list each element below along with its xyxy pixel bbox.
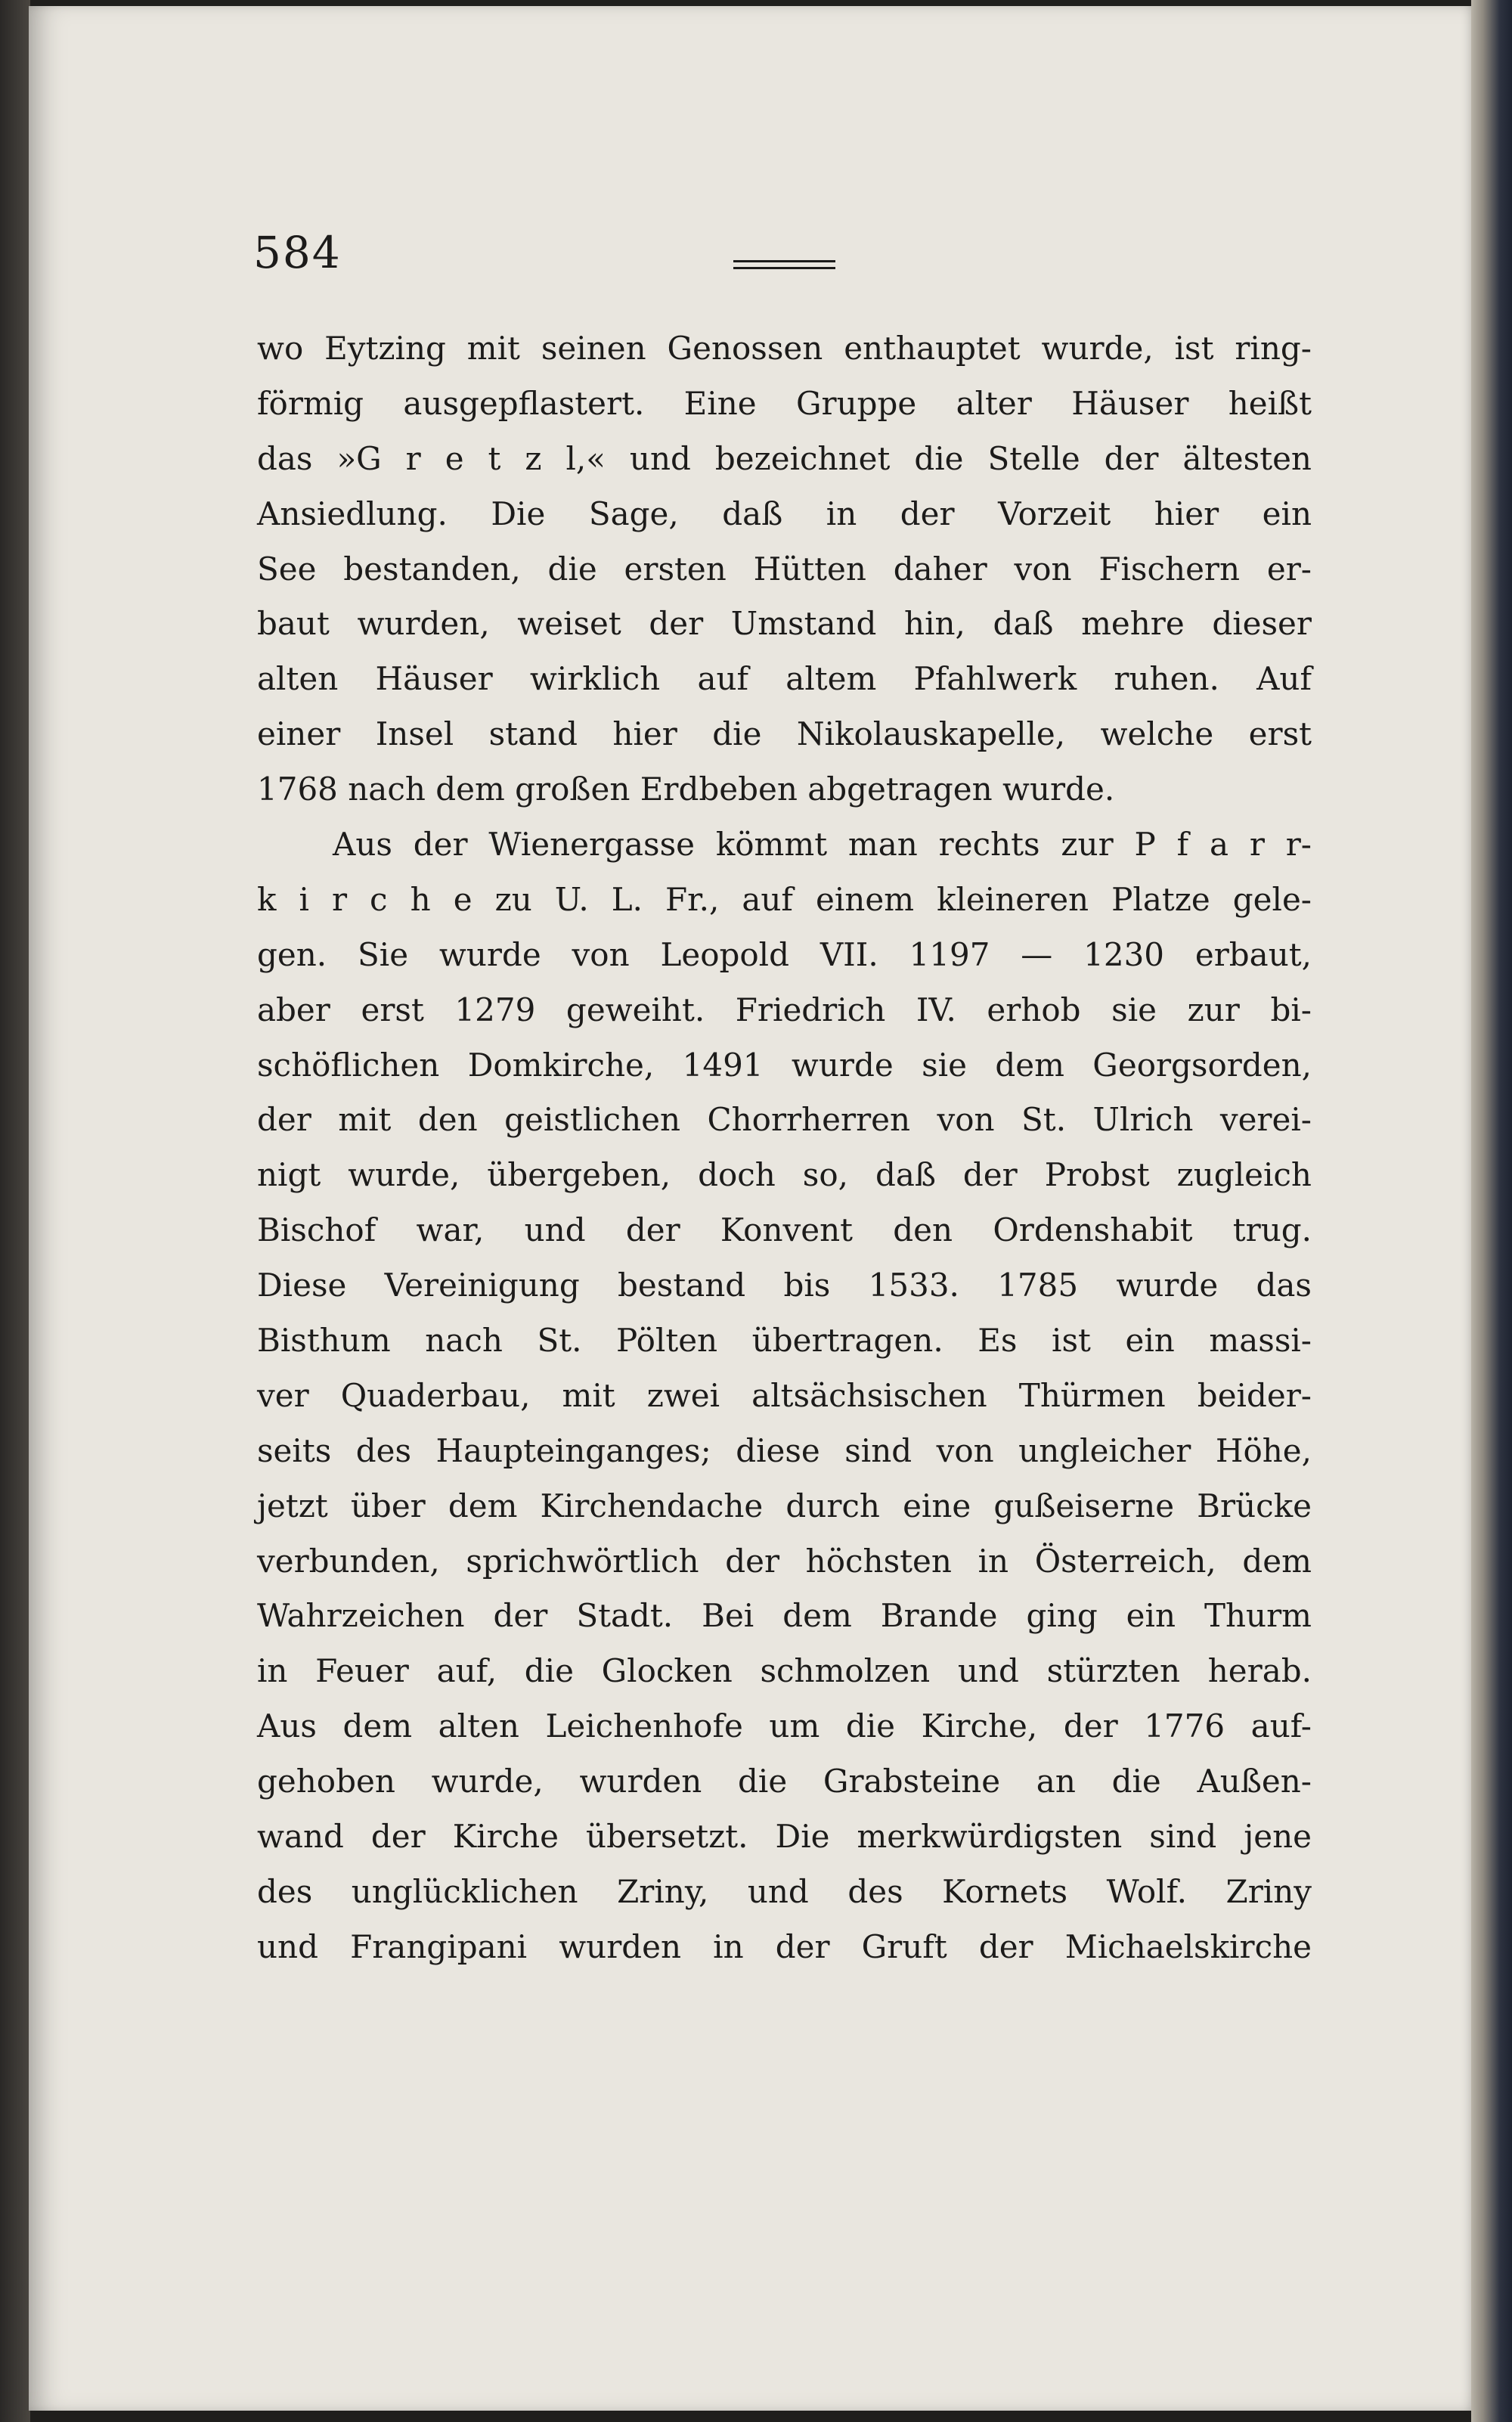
text-line: förmig ausgepflastert. Eine Gruppe alter Häuser heißt xyxy=(257,384,1312,422)
text-line: Bischof war, und der Konvent den Ordenshabit trug. xyxy=(257,1211,1312,1249)
text-line: ver Quaderbau, mit zwei altsächsischen Thürmen beider- xyxy=(257,1376,1312,1414)
text-line: in Feuer auf, die Glocken schmolzen und stürzten herab. xyxy=(257,1652,1312,1690)
text-line: Aus dem alten Leichenhofe um die Kirche, der 1776 auf- xyxy=(257,1707,1312,1745)
page-header xyxy=(223,227,1319,287)
text-line: das »G r e t z l,« und bezeichnet die Stelle der ältesten xyxy=(257,439,1312,477)
text-line: jetzt über dem Kirchendache durch eine gußeiserne Brücke xyxy=(257,1487,1312,1524)
text-line: aber erst 1279 geweiht. Friedrich IV. erhob sie zur bi- xyxy=(257,991,1312,1028)
text-line: schöflichen Domkirche, 1491 wurde sie dem Georgsorden, xyxy=(257,1046,1312,1084)
book-binding-shadow xyxy=(0,0,30,2422)
text-line: k i r c h e zu U. L. Fr., auf einem kleineren Platze gele- xyxy=(257,880,1312,918)
text-line: und Frangipani wurden in der Gruft der Michaelskirche xyxy=(257,1927,1312,1965)
text-line: See bestanden, die ersten Hütten daher von Fischern er- xyxy=(257,550,1312,588)
text-line: seits des Haupteinganges; diese sind von ungleicher Höhe, xyxy=(257,1431,1312,1469)
text-line: Diese Vereinigung bestand bis 1533. 1785 wurde das xyxy=(257,1267,1312,1304)
text-line: gen. Sie wurde von Leopold VII. 1197 — 1230 erbaut, xyxy=(257,935,1312,973)
text-line: baut wurden, weiset der Umstand hin, daß mehre dieser xyxy=(257,605,1312,643)
text-line: gehoben wurde, wurden die Grabsteine an die Außen- xyxy=(257,1763,1312,1800)
page-edge xyxy=(1471,0,1512,2422)
text-line: Ansiedlung. Die Sage, daß in der Vorzeit hier ein xyxy=(257,495,1312,532)
text-line: wand der Kirche übersetzt. Die merkwürdigsten sind jene xyxy=(257,1818,1312,1856)
header-rule xyxy=(733,260,835,269)
text-line: verbunden, sprichwörtlich der höchsten in Österreich, dem xyxy=(257,1542,1312,1580)
text-line: einer Insel stand hier die Nikolauskapelle, welche erst xyxy=(257,715,1312,753)
text-line: Wahrzeichen der Stadt. Bei dem Brande ging ein Thurm xyxy=(257,1597,1312,1635)
text-line: Aus der Wienergasse kömmt man rechts zur P f a r r- xyxy=(333,826,1312,864)
text-line: wo Eytzing mit seinen Genossen enthauptet wurde, ist ring- xyxy=(257,330,1312,367)
page-number: 584 xyxy=(253,227,342,278)
text-line: des unglücklichen Zriny, und des Kornets Wolf. Zriny xyxy=(257,1872,1312,1910)
body-text xyxy=(257,321,1312,1975)
text-line: 1768 nach dem großen Erdbeben abgetragen wurde. xyxy=(257,771,1115,808)
text-line: Bisthum nach St. Pölten übertragen. Es ist ein massi- xyxy=(257,1322,1312,1360)
text-line: der mit den geistlichen Chorrherren von St. Ulrich verei- xyxy=(257,1101,1312,1139)
text-line: alten Häuser wirklich auf altem Pfahlwerk ruhen. Auf xyxy=(257,660,1312,698)
text-line: nigt wurde, übergeben, doch so, daß der Probst zugleich xyxy=(257,1156,1312,1194)
